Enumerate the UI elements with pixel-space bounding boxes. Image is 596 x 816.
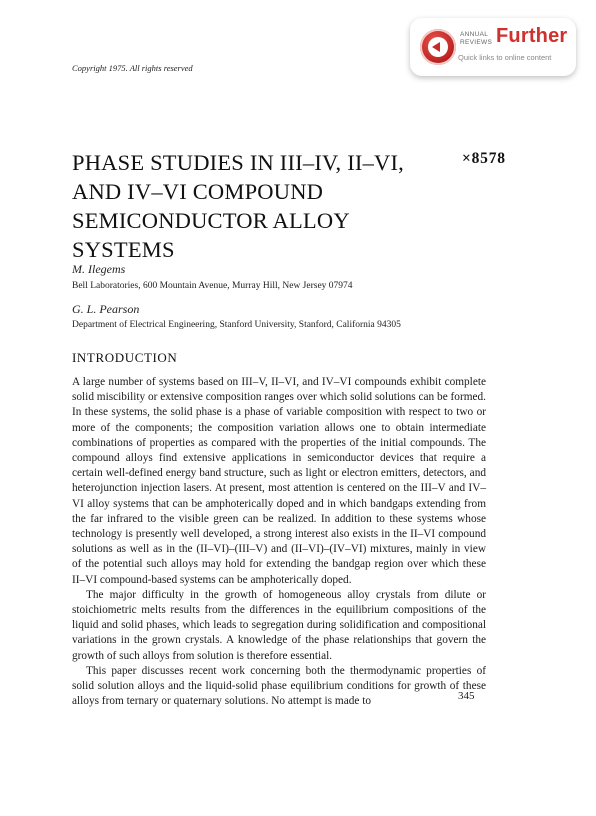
- paragraph: The major difficulty in the growth of homogeneous alloy crystals from dilute or stoichiometric melts results from the differences in the equilibrium compositions of the liquid and solid phases, which leads to segregation during solidification and compositional variations in the grown crystals. A knowledge of the phase relationships that govern the growth of such alloys from solution is therefore essential.: [72, 588, 486, 662]
- author-affiliation: Department of Electrical Engineering, Stanford University, Stanford, California 94305: [72, 320, 401, 330]
- further-tagline: Quick links to online content: [458, 53, 552, 62]
- further-label[interactable]: Further: [496, 25, 568, 47]
- body-text: [72, 375, 486, 709]
- further-badge[interactable]: [410, 18, 576, 76]
- reference-code: ×8578: [462, 150, 506, 167]
- author-name: G. L. Pearson: [72, 302, 140, 316]
- article-title: PHASE STUDIES IN III–IV, II–VI, AND IV–VI COMPOUND SEMICONDUCTOR ALLOY SYSTEMS: [72, 150, 405, 262]
- author-affiliation: Bell Laboratories, 600 Mountain Avenue, Murray Hill, New Jersey 07974: [72, 281, 353, 291]
- paragraph: A large number of systems based on III–V, II–VI, and IV–VI compounds exhibit complete solid miscibility or extensive composition ranges over which solid solutions can be formed. In these systems, the solid phase is a phase of variable composition with respect to two or more of the components; the composition variation allows one to obtain intermediate combinations of properties as compared with the properties of the initial compounds. The compound alloys find extensive applications in semiconductor devices that require a certain well-defined energy band structure, such as light or electron emitters, detectors, and heterojunction injection lasers. At present, most attention is centered on the III–V and IV–VI alloy systems that can be amphoterically doped and in which bandgaps extending from the far infrared to the visible green can be realized. In addition to these systems whose technology is presently well developed, a strong interest also exists in the II–VI compound solutions as well as in the (II–VI)–(III–V) and (II–VI)–(IV–VI) mixtures, mainly in view of the potential such alloys may hold for extending the bandgap region over which these II–VI compound-based systems can be amphoterically doped.: [72, 376, 486, 586]
- back-arrow-icon[interactable]: [420, 29, 456, 65]
- paragraph: This paper discusses recent work concerning both the thermodynamic properties of solid solution alloys and the liquid-solid phase equilibrium conditions for growth of these alloys from ternary or quaternary solutions. No attempt is made to: [72, 664, 486, 708]
- author-name: M. Ilegems: [72, 262, 126, 276]
- copyright-line: Copyright 1975. All rights reserved: [72, 63, 193, 73]
- publisher-logo-text: ANNUAL REVIEWS: [460, 31, 493, 46]
- section-heading: INTRODUCTION: [72, 350, 178, 365]
- page-number: 345: [458, 690, 475, 702]
